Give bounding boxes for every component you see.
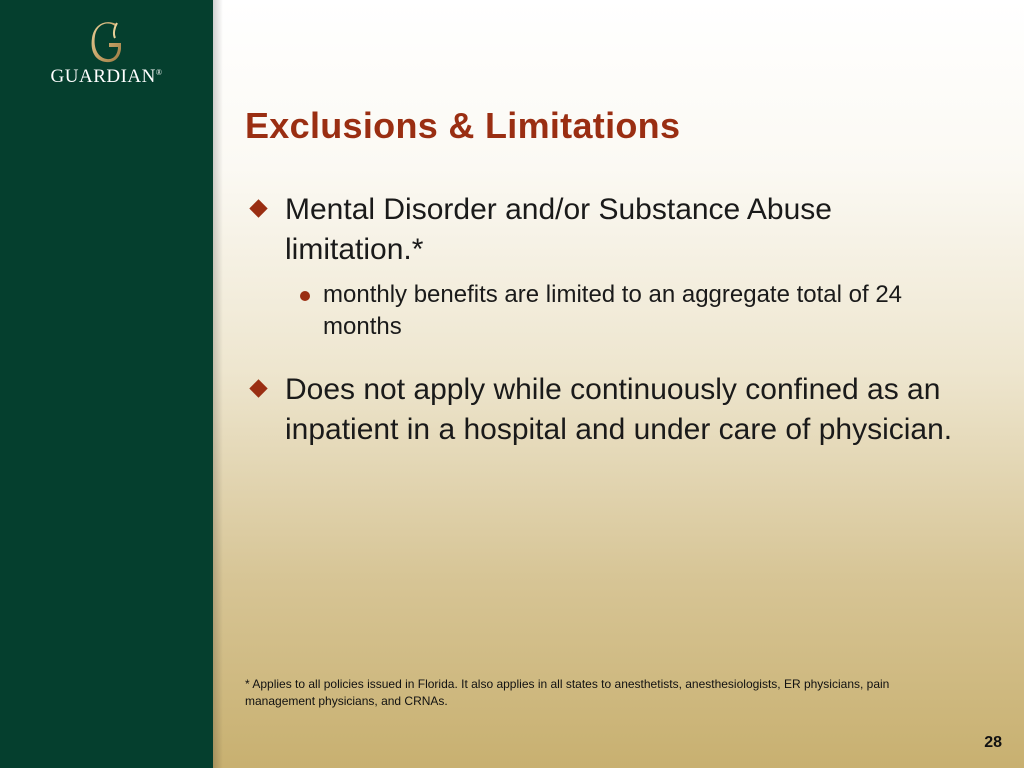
- slide-title: Exclusions & Limitations: [245, 105, 681, 146]
- logo-wordmark: [0, 66, 213, 88]
- sidebar-shadow: [213, 0, 223, 768]
- round-bullet-icon: [300, 291, 310, 301]
- diamond-bullet-icon: [249, 379, 267, 397]
- guardian-logo: [0, 20, 213, 88]
- registered-mark: ®: [155, 68, 163, 77]
- page-number: 28: [984, 734, 1002, 751]
- bullet-item-2: [248, 370, 978, 450]
- guardian-g-logo-icon: [87, 20, 127, 64]
- sub-bullet-text-1: monthly benefits are limited to an aggregate total of 24 months: [323, 281, 903, 340]
- sidebar-panel: [0, 0, 213, 768]
- bullet-text-2: Does not apply while continuously confined as an inpatient in a hospital and under care of physician.: [285, 373, 953, 446]
- footnote: * Applies to all policies issued in Florida. It also applies in all states to anesthetists, anesthesiologists, ER physicians, pain management physicians, and CRNAs.: [245, 677, 890, 708]
- bullet-text-1: Mental Disorder and/or Substance Abuse limitation.*: [285, 193, 832, 266]
- diamond-bullet-icon: [249, 199, 267, 217]
- logo-name: GUARDIAN: [50, 66, 156, 87]
- sub-bullet-item-1: [300, 279, 980, 343]
- bullet-item-1: [248, 190, 978, 270]
